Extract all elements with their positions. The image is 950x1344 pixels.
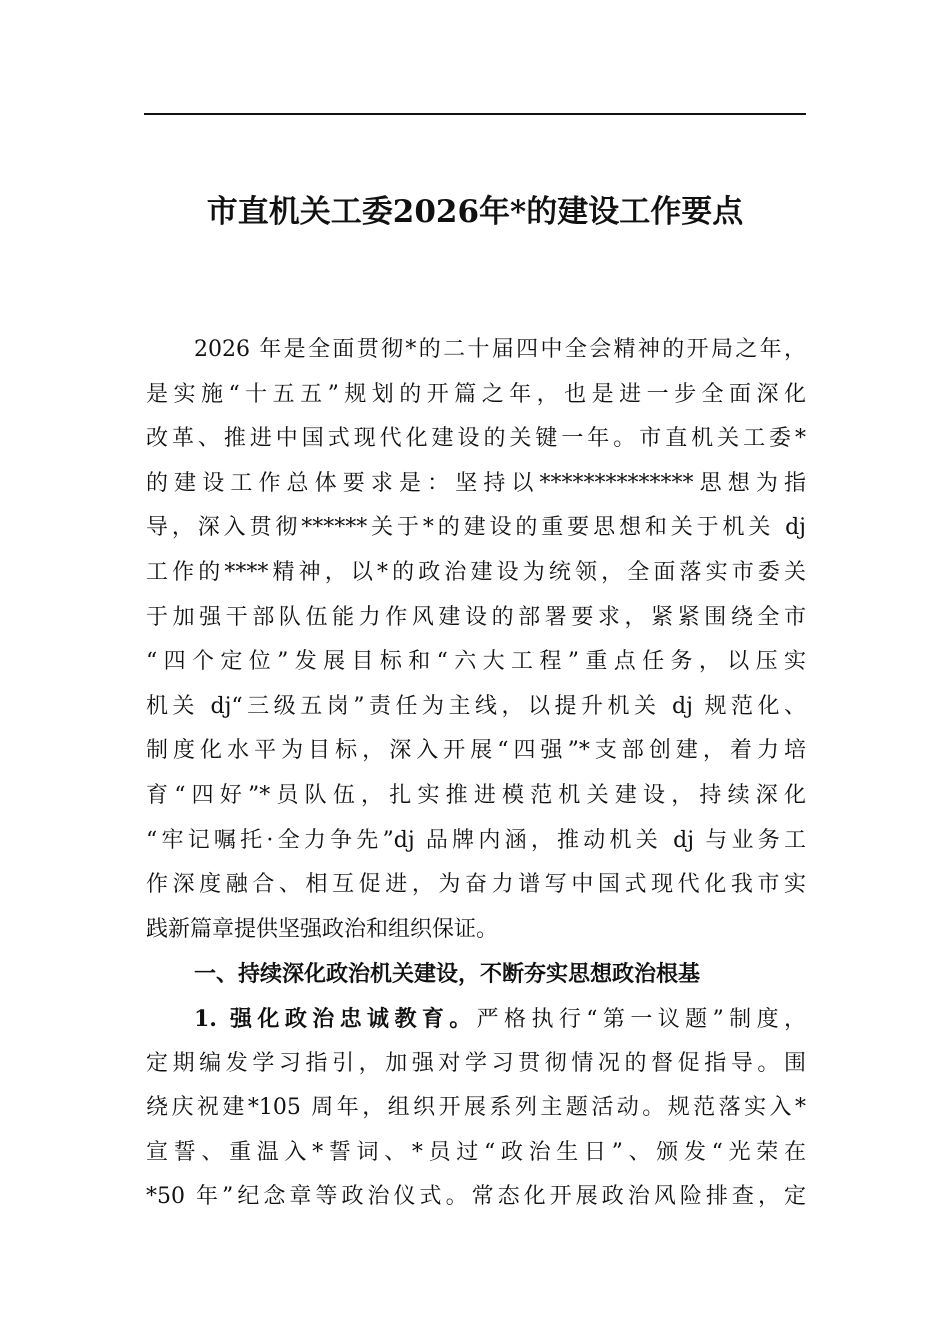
paragraph-line: “四个定位”发展目标和“六大工程”重点任务，以压实 <box>146 649 806 675</box>
paragraph-line: 宣誓、重温入*誓词、*员过“政治生日”、颁发“光荣在 <box>146 1139 806 1165</box>
paragraph-line: 机关 dj“三级五岗”责任为主线，以提升机关 dj 规范化、 <box>146 693 806 719</box>
item-first-line-text: 严格执行“第一议题”制度， <box>476 1006 806 1032</box>
paragraph-line: 是实施“十五五”规划的开篇之年，也是进一步全面深化 <box>146 381 806 407</box>
item-first-line <box>146 997 806 1042</box>
paragraph-line: “牢记嘱托·全力争先”dj 品牌内涵，推动机关 dj 与业务工 <box>146 827 806 853</box>
document-title: 市直机关工委2026年*的建设工作要点 <box>206 194 744 230</box>
paragraph-line: 2026 年是全面贯彻*的二十届四中全会精神的开局之年， <box>194 337 806 362</box>
paragraph-line: 作深度融合、相互促进，为奋力谱写中国式现代化我市实 <box>146 872 806 898</box>
document-body <box>146 328 806 1220</box>
header-rule <box>144 113 806 115</box>
paragraph-line: 定期编发学习指引，加强对学习贯彻情况的督促指导。围 <box>146 1050 806 1076</box>
paragraph-line: 工作的****精神，以*的政治建设为统领，全面落实市委关 <box>146 559 806 585</box>
item-lead: 1. 强化政治忠诚教育。 <box>194 1005 477 1032</box>
section-heading: 一、持续深化政治机关建设，不断夯实思想政治根基 <box>194 961 701 988</box>
paragraph-line: 践新篇章提供坚强政治和组织保证。 <box>146 916 499 942</box>
paragraph-line: 制度化水平为目标，深入开展“四强”*支部创建，着力培 <box>146 738 806 764</box>
paragraph-line: 于加强干部队伍能力作风建设的部署要求，紧紧围绕全市 <box>146 604 806 630</box>
paragraph-line: 改革、推进中国式现代化建设的关键一年。市直机关工委* <box>146 426 806 452</box>
paragraph-line: 育“四好”*员队伍，扎实推进模范机关建设，持续深化 <box>146 782 806 808</box>
paragraph-line: 绕庆祝建*105 周年，组织开展系列主题活动。规范落实入* <box>146 1095 806 1121</box>
paragraph-line: *50 年”纪念章等政治仪式。常态化开展政治风险排查，定 <box>146 1184 806 1210</box>
paragraph-line: 的建设工作总体要求是：坚持以**************思想为指 <box>146 470 806 496</box>
paragraph-line: 导，深入贯彻******关于*的建设的重要思想和关于机关 dj <box>146 515 806 541</box>
